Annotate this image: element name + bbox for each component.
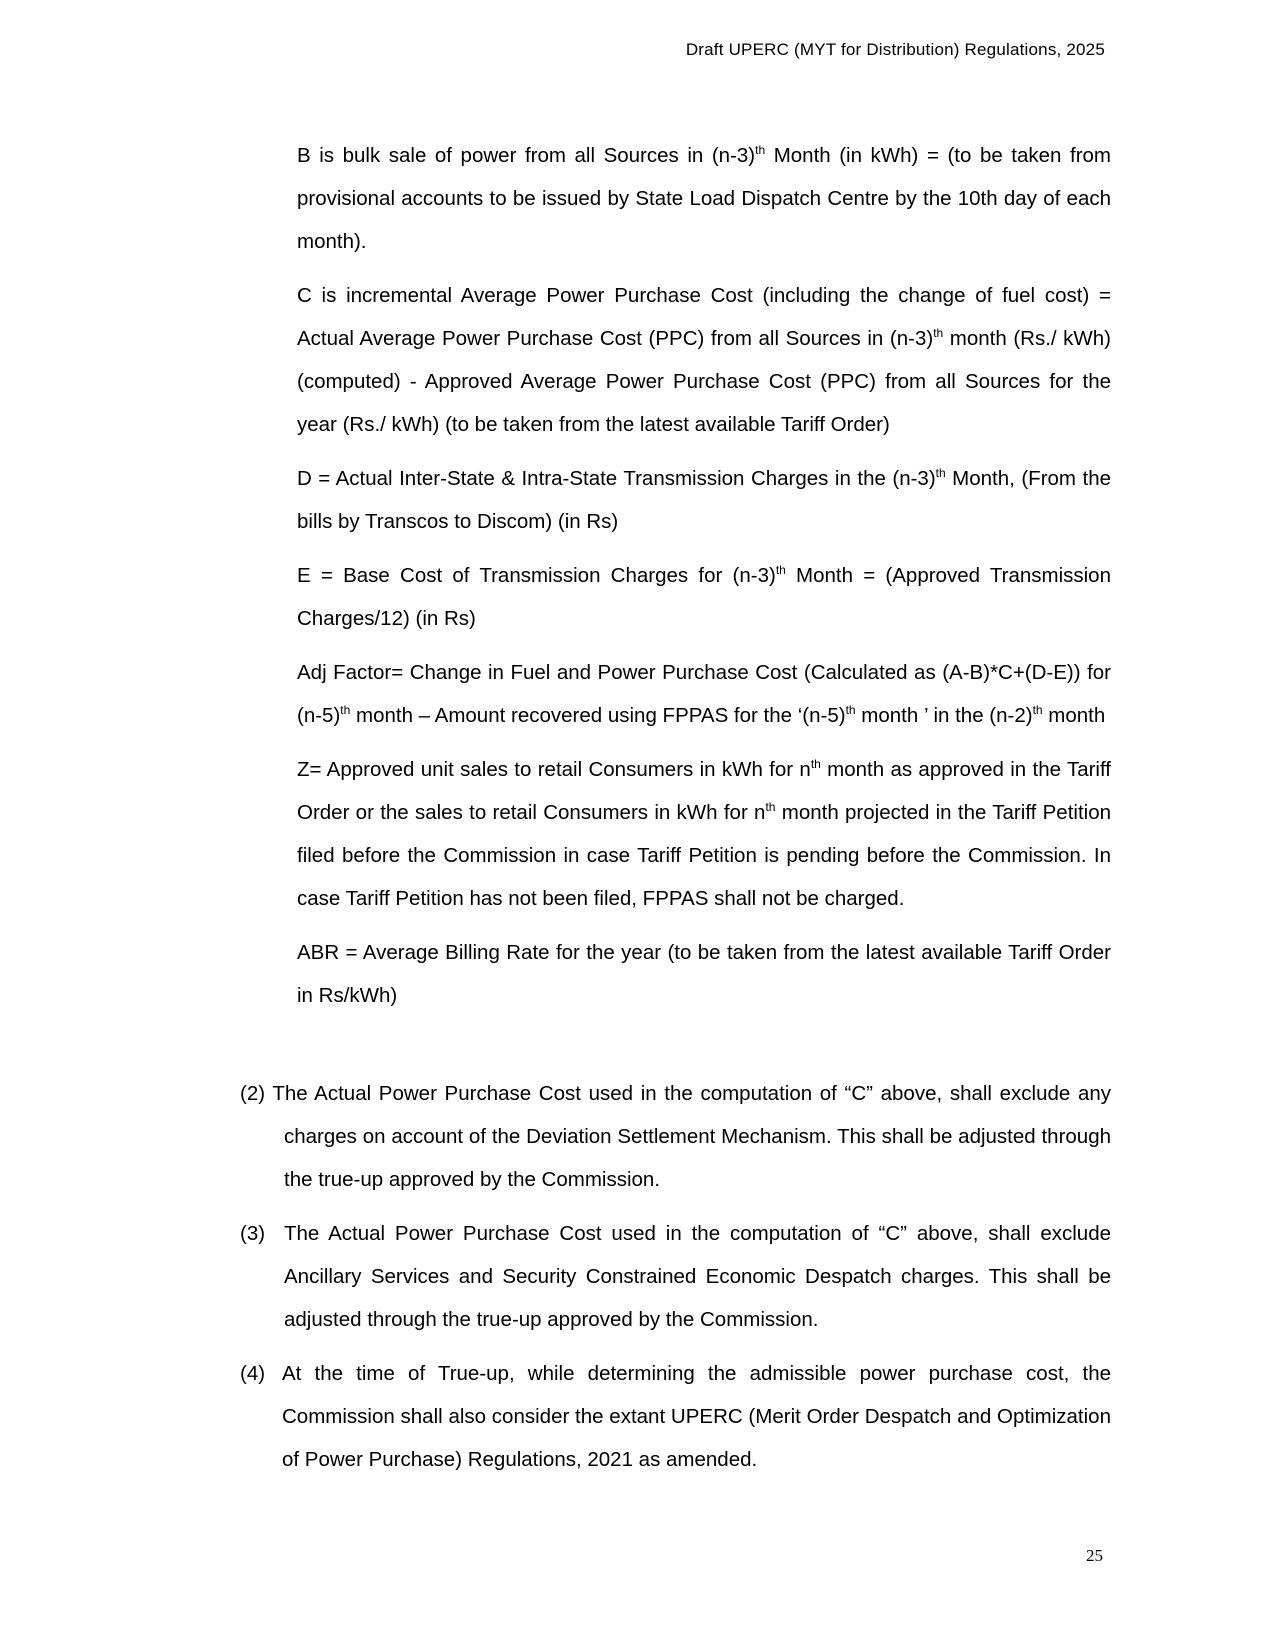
clause-2 xyxy=(240,1072,1111,1201)
definition-z: Z= Approved unit sales to retail Consumers in kWh for $n^{th}$ month as approved in the Tariff Order or the sales to retail Consumers in kWh for $n^{th}$ month projected in the Tariff Petition filed before the Commission in case Tariff Petition is pending before the Commission. In case Tariff Petition has not been filed, FPPAS shall not be charged. xyxy=(297,757,1111,910)
definition-d: D = Actual Inter-State & Intra-State Transmission Charges in the $(n-3)^{th}$ Month, (From the bills by Transcos to Discom) (in Rs) xyxy=(297,466,1111,533)
definition-b: B is bulk sale of power from all Sources in $(n-3)^{th}$ Month (in kWh) = (to be taken from provisional accounts to be issued by State Load Dispatch Centre by the 10th day of each month). xyxy=(297,143,1112,253)
definition-c: C is incremental Average Power Purchase Cost (including the change of fuel cost) = Actual Average Power Purchase Cost (PPC) from all Sources in $(n-3)^{th}$ month (Rs./ kWh) (computed) - Approved Average Power Purchase Cost (PPC) from all Sources for the year (Rs./ kWh) (to be taken from the latest available Tariff Order) xyxy=(297,284,1111,436)
definition-adj-factor: Adj Factor= Change in Fuel and Power Purchase Cost (Calculated as (A-B)*C+(D-E)) for $(n-5)^{th}$ month – Amount recovered using FPPAS for the ‘$(n-5)^{th}$ month ’ in the $(n-2)^{th}$ month xyxy=(297,661,1111,727)
numbered-clauses xyxy=(240,1072,1111,1492)
variable-definitions xyxy=(297,134,1111,1028)
clause-4 xyxy=(240,1352,1111,1481)
clause-text: The Actual Power Purchase Cost used in the computation of “C” above, shall exclude Ancillary Services and Security Constrained Economic Despatch charges. This shall be adjusted through the true-up approved by the Commission. xyxy=(284,1222,1111,1331)
page-number: 25 xyxy=(1086,1546,1103,1565)
clause-3 xyxy=(240,1212,1111,1341)
clause-number: (3) xyxy=(240,1222,266,1245)
running-header: Draft UPERC (MYT for Distribution) Regulations, 2025 xyxy=(685,40,1105,59)
definition-abr: ABR = Average Billing Rate for the year (to be taken from the latest available Tariff Order in Rs/kWh) xyxy=(297,941,1111,1007)
clause-text: At the time of True-up, while determining the admissible power purchase cost, the Commission shall also consider the extant UPERC (Merit Order Despatch and Optimization of Power Purchase) Regulations, 2021 as amended. xyxy=(282,1362,1111,1471)
clause-number: (2) xyxy=(240,1082,266,1105)
clause-text: The Actual Power Purchase Cost used in the computation of “C” above, shall exclude any charges on account of the Deviation Settlement Mechanism. This shall be adjusted through the true-up approved by the Commission. xyxy=(272,1082,1111,1191)
definition-e: E = Base Cost of Transmission Charges for $(n-3)^{th}$ Month = (Approved Transmission Charges/12) (in Rs) xyxy=(297,563,1111,630)
clause-number: (4) xyxy=(240,1362,266,1385)
